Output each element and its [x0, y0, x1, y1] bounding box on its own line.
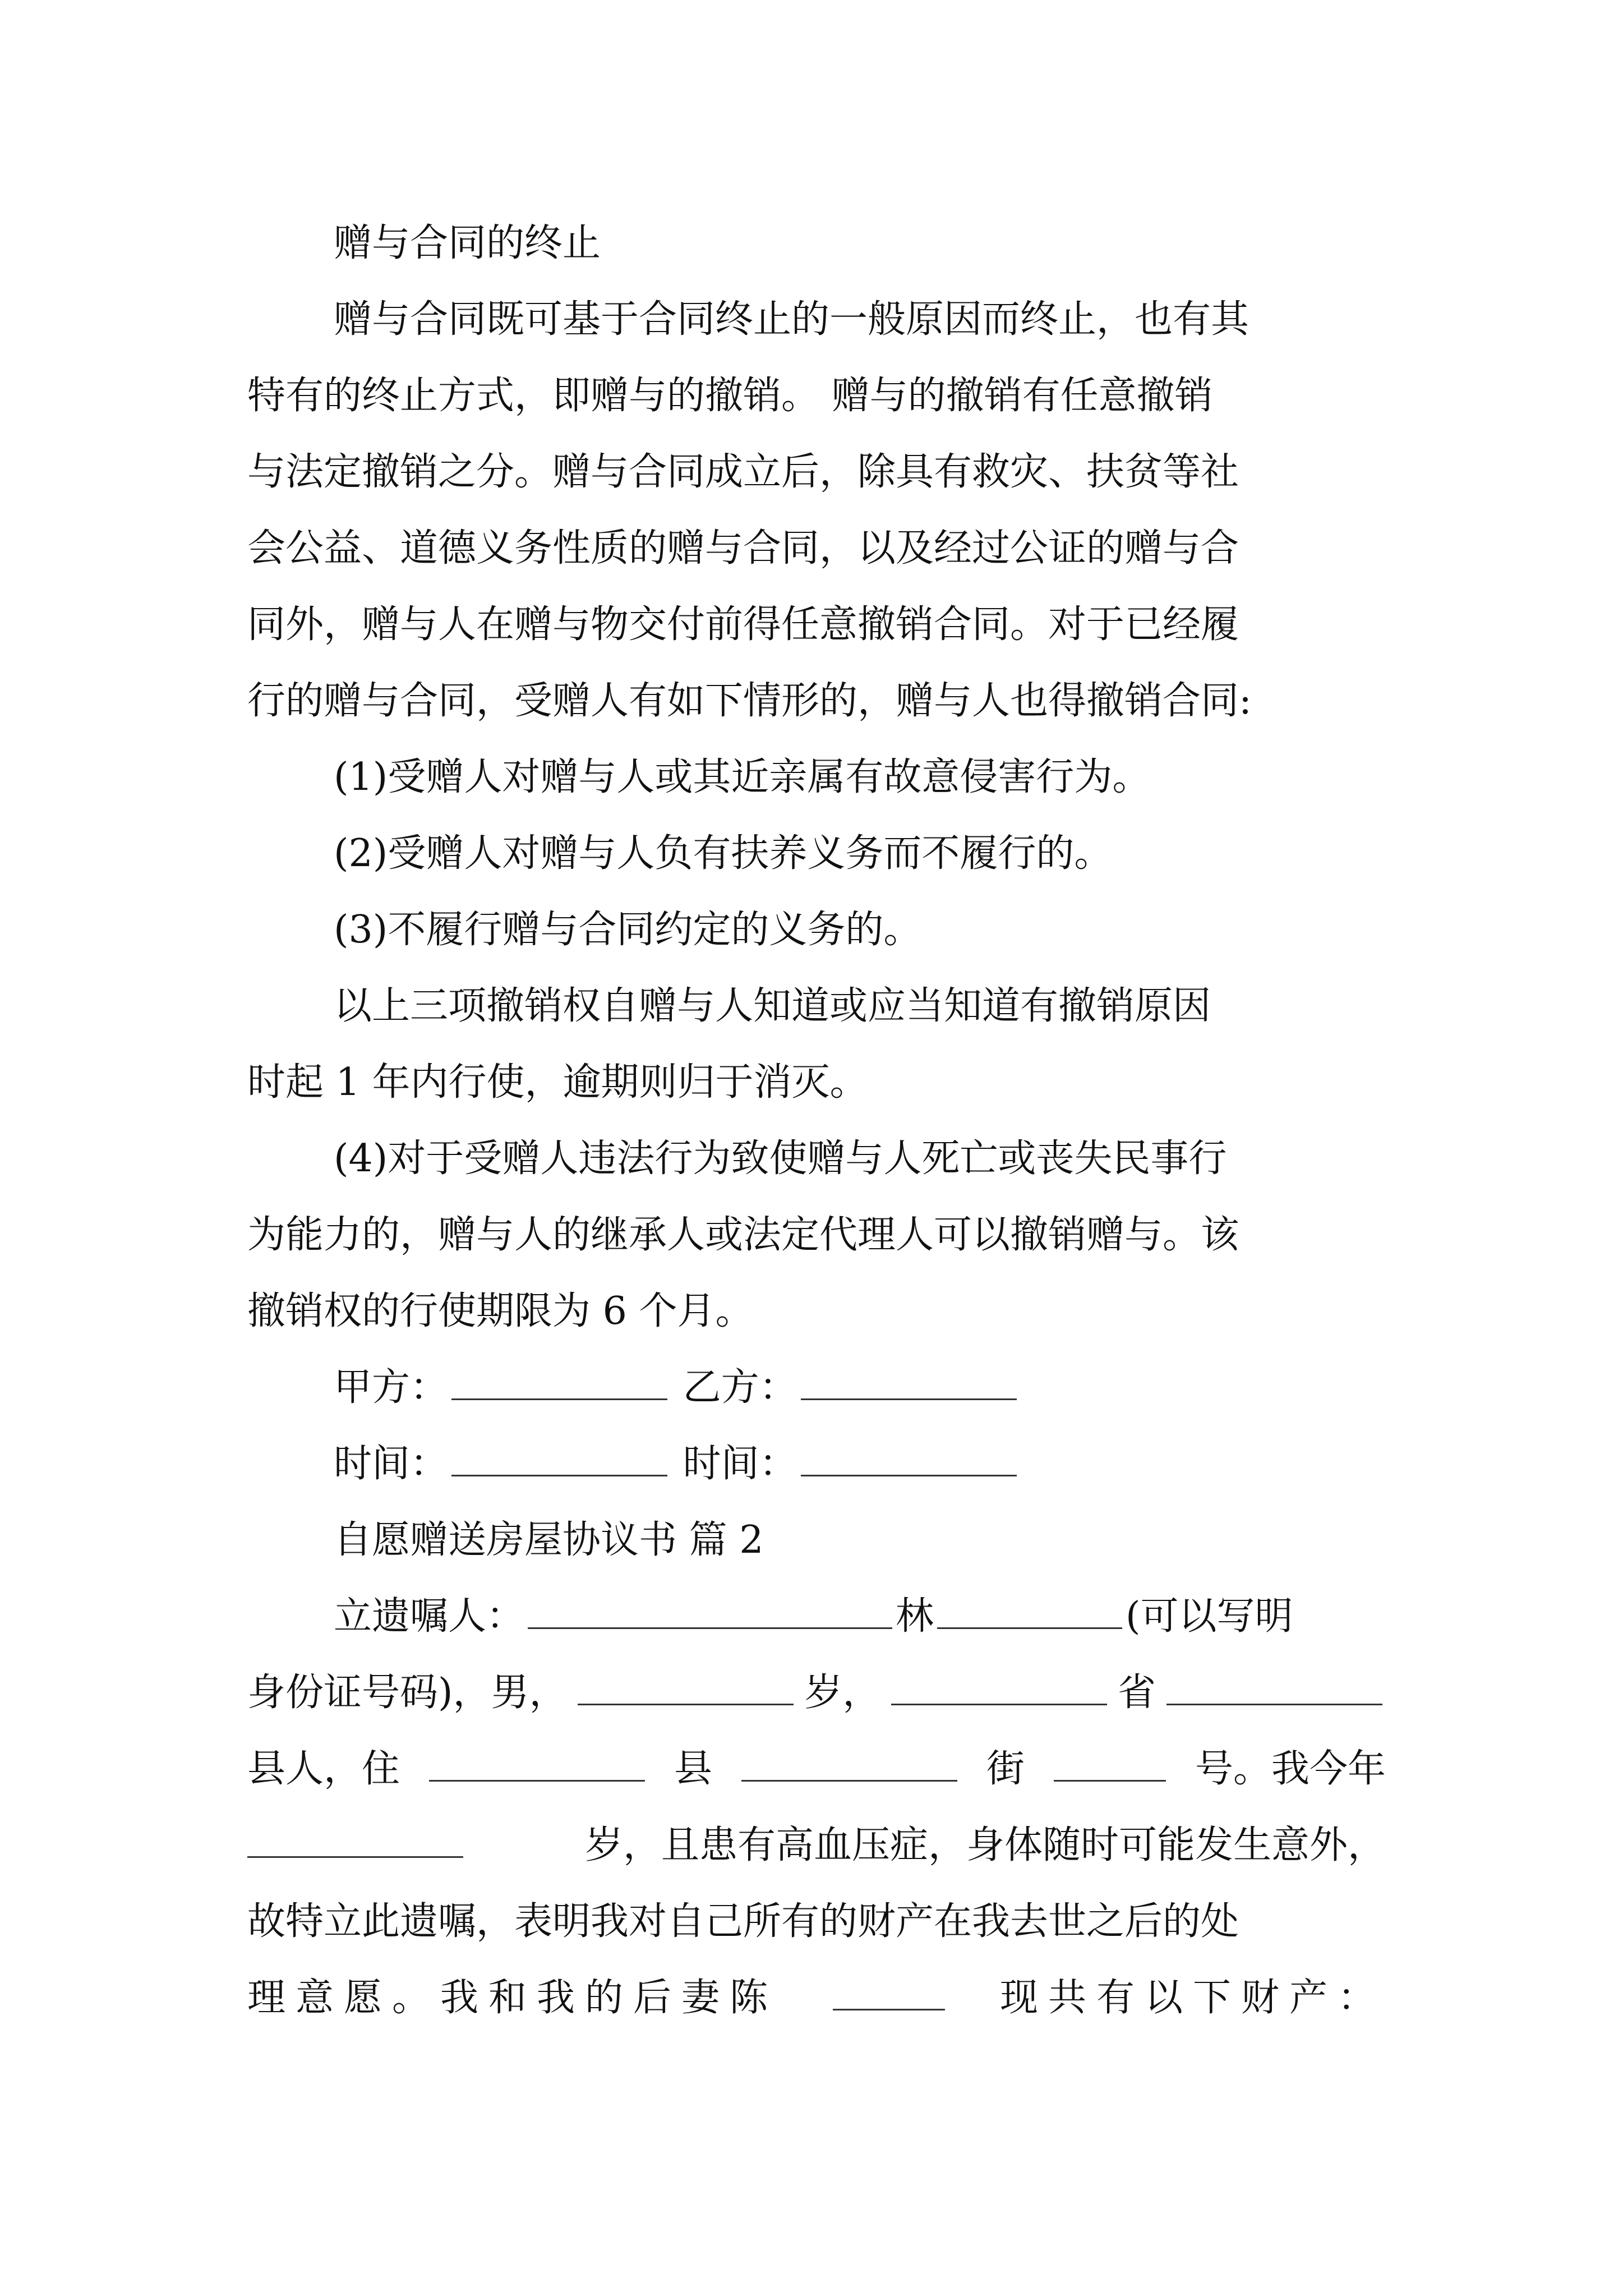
list-item: (4)对于受赠人违法行为致使赠与人死亡或丧失民事行 [334, 1137, 1227, 1181]
property-text: 现共有以下财产： [999, 1976, 1386, 2020]
surname-lin: 林 [896, 1594, 934, 1639]
document-body [247, 205, 1386, 2036]
id-gender-text: 身份证号码)，男， [247, 1671, 568, 1715]
party-a-label: 甲方： [334, 1365, 449, 1410]
testator-blank[interactable] [528, 1593, 892, 1629]
will-line-3 [247, 1731, 1386, 1807]
will-line-6 [247, 1960, 1386, 2036]
current-age-blank[interactable] [247, 1821, 463, 1858]
list-item: (1)受赠人对赠与人或其近亲属有故意侵害行为。 [334, 755, 1151, 799]
will-line-5: 故特立此遗嘱，表明我对自己所有的财产在我去世之后的处 [247, 1899, 1239, 1944]
party-b-blank[interactable] [801, 1364, 1017, 1400]
list-item: (3)不履行赠与合同约定的义务的。 [334, 908, 922, 952]
paragraph-line: 同外，赠与人在赠与物交付前得任意撤销合同。对于已经履 [247, 602, 1239, 647]
id-note: (可以写明 [1126, 1594, 1293, 1639]
age-text: 岁， [804, 1671, 881, 1715]
street-text: 街 [986, 1747, 1025, 1791]
province-blank[interactable] [891, 1669, 1107, 1705]
residence-county-blank[interactable] [429, 1745, 645, 1782]
age-blank[interactable] [578, 1669, 794, 1705]
county-text: 县 [674, 1747, 712, 1791]
time-b-blank[interactable] [801, 1440, 1017, 1476]
time-a-label: 时间： [334, 1442, 449, 1486]
paragraph-line: 撤销权的行使期限为 6 个月。 [247, 1289, 754, 1333]
province-text: 省 [1118, 1671, 1156, 1715]
party-a-blank[interactable] [451, 1364, 667, 1400]
section-title: 自愿赠送房屋协议书 篇 2 [334, 1518, 764, 1562]
time-a-blank[interactable] [451, 1440, 667, 1476]
will-line-2 [247, 1655, 1386, 1731]
signature-row-party [247, 1350, 1386, 1426]
paragraph-line: 时起 1 年内行使，逾期则归于消灭。 [247, 1060, 868, 1105]
paragraph-line: 与法定撤销之分。赠与合同成立后，除具有救灾、扶贫等社 [247, 450, 1239, 494]
paragraph-line: 会公益、道德义务性质的赠与合同，以及经过公证的赠与合 [247, 526, 1239, 570]
paragraph-line: 以上三项撤销权自赠与人知道或应当知道有撤销原因 [334, 984, 1211, 1028]
party-b-label: 乙方： [683, 1365, 797, 1410]
heading-gift-termination: 赠与合同的终止 [334, 221, 601, 265]
county-blank[interactable] [1166, 1669, 1382, 1705]
health-text: 岁，且患有高血压症，身体随时可能发生意外， [584, 1823, 1386, 1867]
time-b-label: 时间： [683, 1442, 797, 1486]
paragraph-line: 特有的终止方式，即赠与的撤销。 赠与的撤销有任意撤销 [247, 374, 1213, 418]
street-blank[interactable] [741, 1745, 957, 1782]
signature-row-time [247, 1426, 1386, 1502]
residence-text: 县人，住 [247, 1747, 400, 1791]
number-blank[interactable] [1054, 1745, 1166, 1782]
name-blank[interactable] [937, 1593, 1122, 1629]
paragraph-line: 为能力的，赠与人的继承人或法定代理人可以撤销赠与。该 [247, 1213, 1239, 1257]
paragraph-line: 赠与合同既可基于合同终止的一般原因而终止，也有其 [334, 297, 1249, 342]
will-line-1 [247, 1579, 1386, 1655]
testator-label: 立遗嘱人： [334, 1594, 525, 1639]
this-year-text: 号。我今年 [1195, 1747, 1386, 1791]
paragraph-line: 行的赠与合同，受赠人有如下情形的，赠与人也得撤销合同: [247, 679, 1252, 723]
will-line-4 [247, 1807, 1386, 1884]
wife-name-blank[interactable] [833, 1974, 945, 2010]
list-item: (2)受赠人对赠与人负有扶养义务而不履行的。 [334, 831, 1113, 876]
wife-text: 理意愿。我和我的后妻陈 [247, 1976, 778, 2020]
